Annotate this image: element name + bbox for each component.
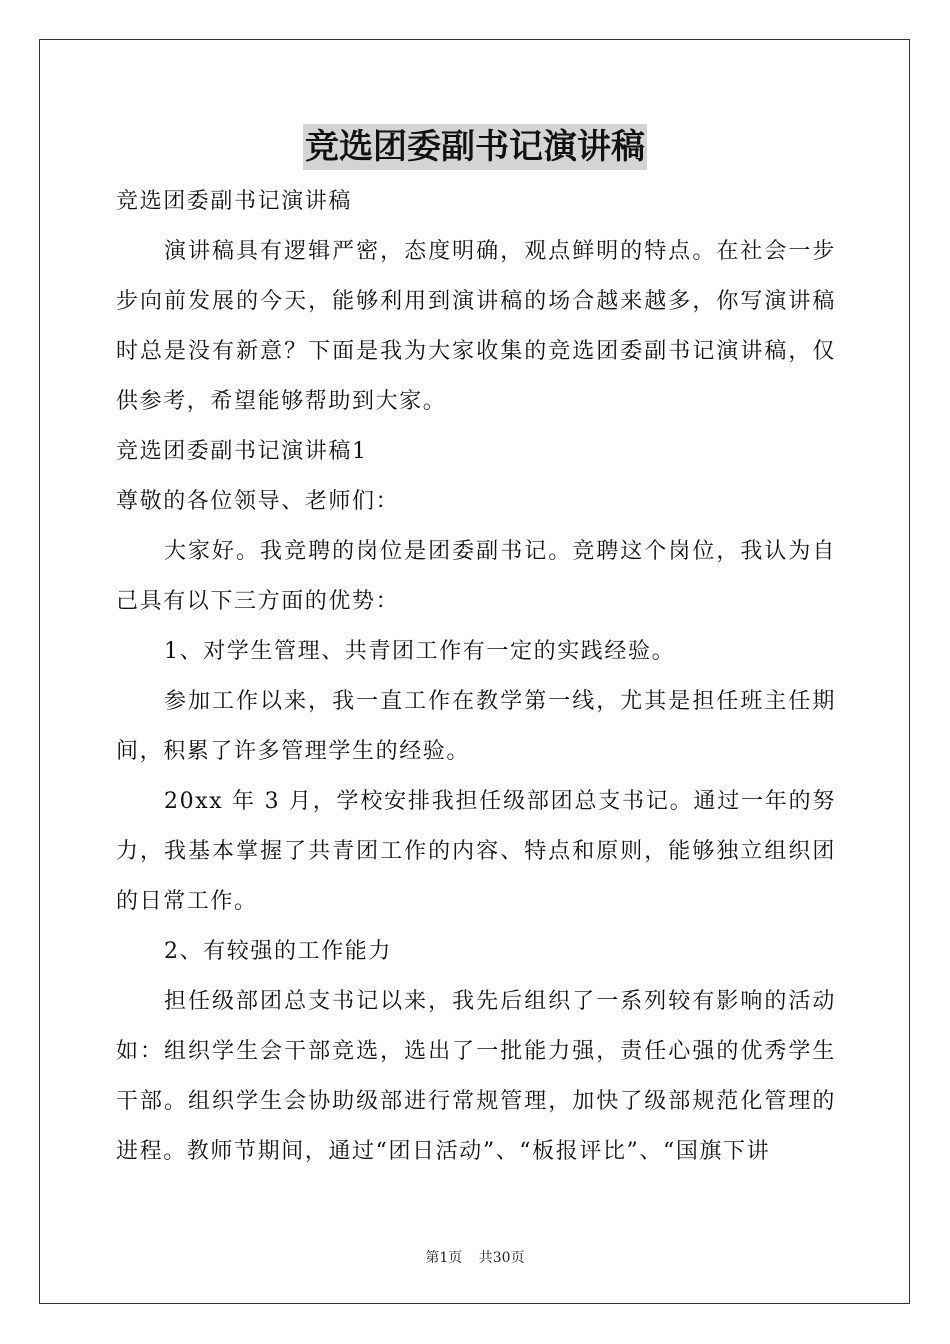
document-body <box>116 177 836 1177</box>
page-number: 第1页 <box>425 1250 463 1266</box>
page-footer <box>0 1247 950 1267</box>
document-title: 竞选团委副书记演讲稿 <box>303 124 647 170</box>
title-container <box>0 124 950 170</box>
paragraph: 2、有较强的工作能力 <box>164 939 392 964</box>
paragraph: 竞选团委副书记演讲稿1 <box>116 439 368 464</box>
paragraph: 大家好。我竞聘的岗位是团委副书记。竞聘这个岗位，我认为自己具有以下三方面的优势： <box>116 539 836 614</box>
paragraph: 担任级部团总支书记以来，我先后组织了一系列较有影响的活动如：组织学生会干部竞选，选出了一批能力强，责任心强的优秀学生干部。组织学生会协助级部进行常规管理，加快了级部规范化管理的进程。教师节期间，通过“团日活动”、“板报评比”、“国旗下讲 <box>116 989 836 1164</box>
paragraph: 尊敬的各位领导、老师们： <box>116 489 400 514</box>
paragraph: 参加工作以来，我一直工作在教学第一线，尤其是担任班主任期间，积累了许多管理学生的经验。 <box>116 689 836 764</box>
total-pages: 共30页 <box>478 1250 525 1266</box>
paragraph: 竞选团委副书记演讲稿 <box>116 189 353 214</box>
paragraph: 20xx 年 3 月，学校安排我担任级部团总支书记。通过一年的努力，我基本掌握了共青团工作的内容、特点和原则，能够独立组织团的日常工作。 <box>116 789 836 914</box>
paragraph: 演讲稿具有逻辑严密，态度明确，观点鲜明的特点。在社会一步步向前发展的今天，能够利用到演讲稿的场合越来越多，你写演讲稿时总是没有新意？下面是我为大家收集的竞选团委副书记演讲稿，仅供参考，希望能够帮助到大家。 <box>116 239 836 414</box>
paragraph: 1、对学生管理、共青团工作有一定的实践经验。 <box>164 639 676 664</box>
